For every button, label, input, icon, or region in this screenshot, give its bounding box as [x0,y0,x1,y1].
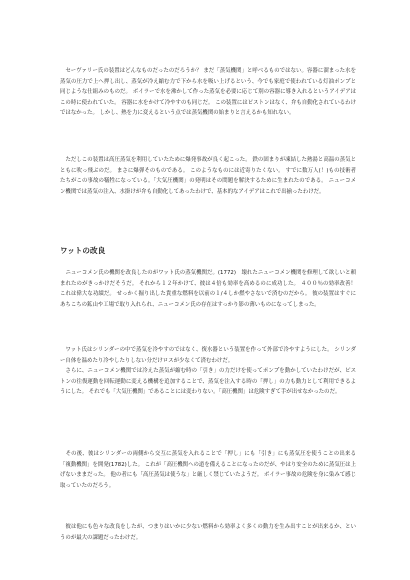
paragraph-condenser: ワット氏はシリンダーの中で蒸気を冷やすのではなく、復水器という装置を作って外部で冷やすようにした。 シリンダー自体を温めたり冷やしたりしない分だけロスが少なくて済むわけだ。 さらに、ニューコメン機関では冷えた蒸気が縮む時の「引き」の力だけを使ってポンプを動かしていたわけだが、ピストンの往復運動を回転運動に変える機構を追加することで、蒸気を注入する時の「押し」の力も動力として利用できるようにした。 それでも「大気圧機関」であることには変わりない。「高圧機関」は危険すぎて手が出せなかったのだ。 [60,347,356,395]
section-heading: ワットの改良 [60,246,106,255]
paragraph-watt-improvement: ニューコメン氏の機関を改良したのがワット氏の蒸気機関だ。(1772) 壊れたニューコメン機関を修理して欲しいと頼まれたのがきっかけだそうだ。 それから１２年かけて、彼は４倍も効率を高めるのに成功した。 ４００％の効率改善！ これは偉大な功績だ。 せっかく掘り出した貴重な燃料を以前の１/４しか燃やさないで済むのだから。 彼の装置はすぐにあちこちの鉱山や工場で取り入れられ、ニューコメン氏の存在はすっかり影の薄いものになってしまった。 [60,270,356,308]
paragraph-double-acting: その後、彼はシリンダーの両側から交互に蒸気を入れることで「押し」にも「引き」にも蒸気圧を使うことの出来る「複動機関」を開発(1782)した。 これが「高圧機関への道を備えることになったのだが、やはり安全のために蒸気圧は上げないままだった。 他の者にも「高圧蒸気は使うな」と厳しく禁じていたようだ。 ボイラー事故の危険を身に染みて感じ取っていたのだろう。 [60,451,356,489]
paragraph-savery-device: セーヴァリー氏の装置はどんなものだったのだろうか？ まだ「蒸気機関」と呼べるものではない。容器に溜まった水を蒸気の圧力で上へ押し出し、蒸気が冷え縮む力で下から水を吸い上げるという、今でも家庭で使われている灯油ポンプと同じような仕組みのものだ。 ボイラーで水を沸かして作った蒸気を必要に応じて別の容器に導き入れるというアイデアはこの時に使われていた。 容器に水をかけて冷やすのも同じだ。 この装置にはピストンはなく、弁も自動化されているわけではなかった。 しかし、熱を力に変えるという点では蒸気機関の始まりと言えるかも知れない。 [60,68,356,116]
paragraph-conclusion: 彼は他にも色々な改良をしたが、つまりはいかに少ない燃料から効率よく多くの動力を生み出すことが出来るか、というのが最大の課題だったわけだ。 [60,524,356,541]
paragraph-explosion-danger: ただしこの装置は高圧蒸気を利用していたために爆発事故が良く起こった。 鉄の固まりが凍結した熱湯と高温の蒸気とともに吹っ飛ぶのだ。 まさに爆弾そのものである。 このようなものには近寄りたくない。 すでに数万人(！)もの技術者たちがこの事故の犠牲になっている。「大気圧機関」の発明はその問題を解決するために生まれたのである。 ニューコメン機関では蒸気の注入、水掛けが弁も自動化してあったわけで、基本的なアイデアはこれで出揃ったわけだ。 [60,157,356,195]
